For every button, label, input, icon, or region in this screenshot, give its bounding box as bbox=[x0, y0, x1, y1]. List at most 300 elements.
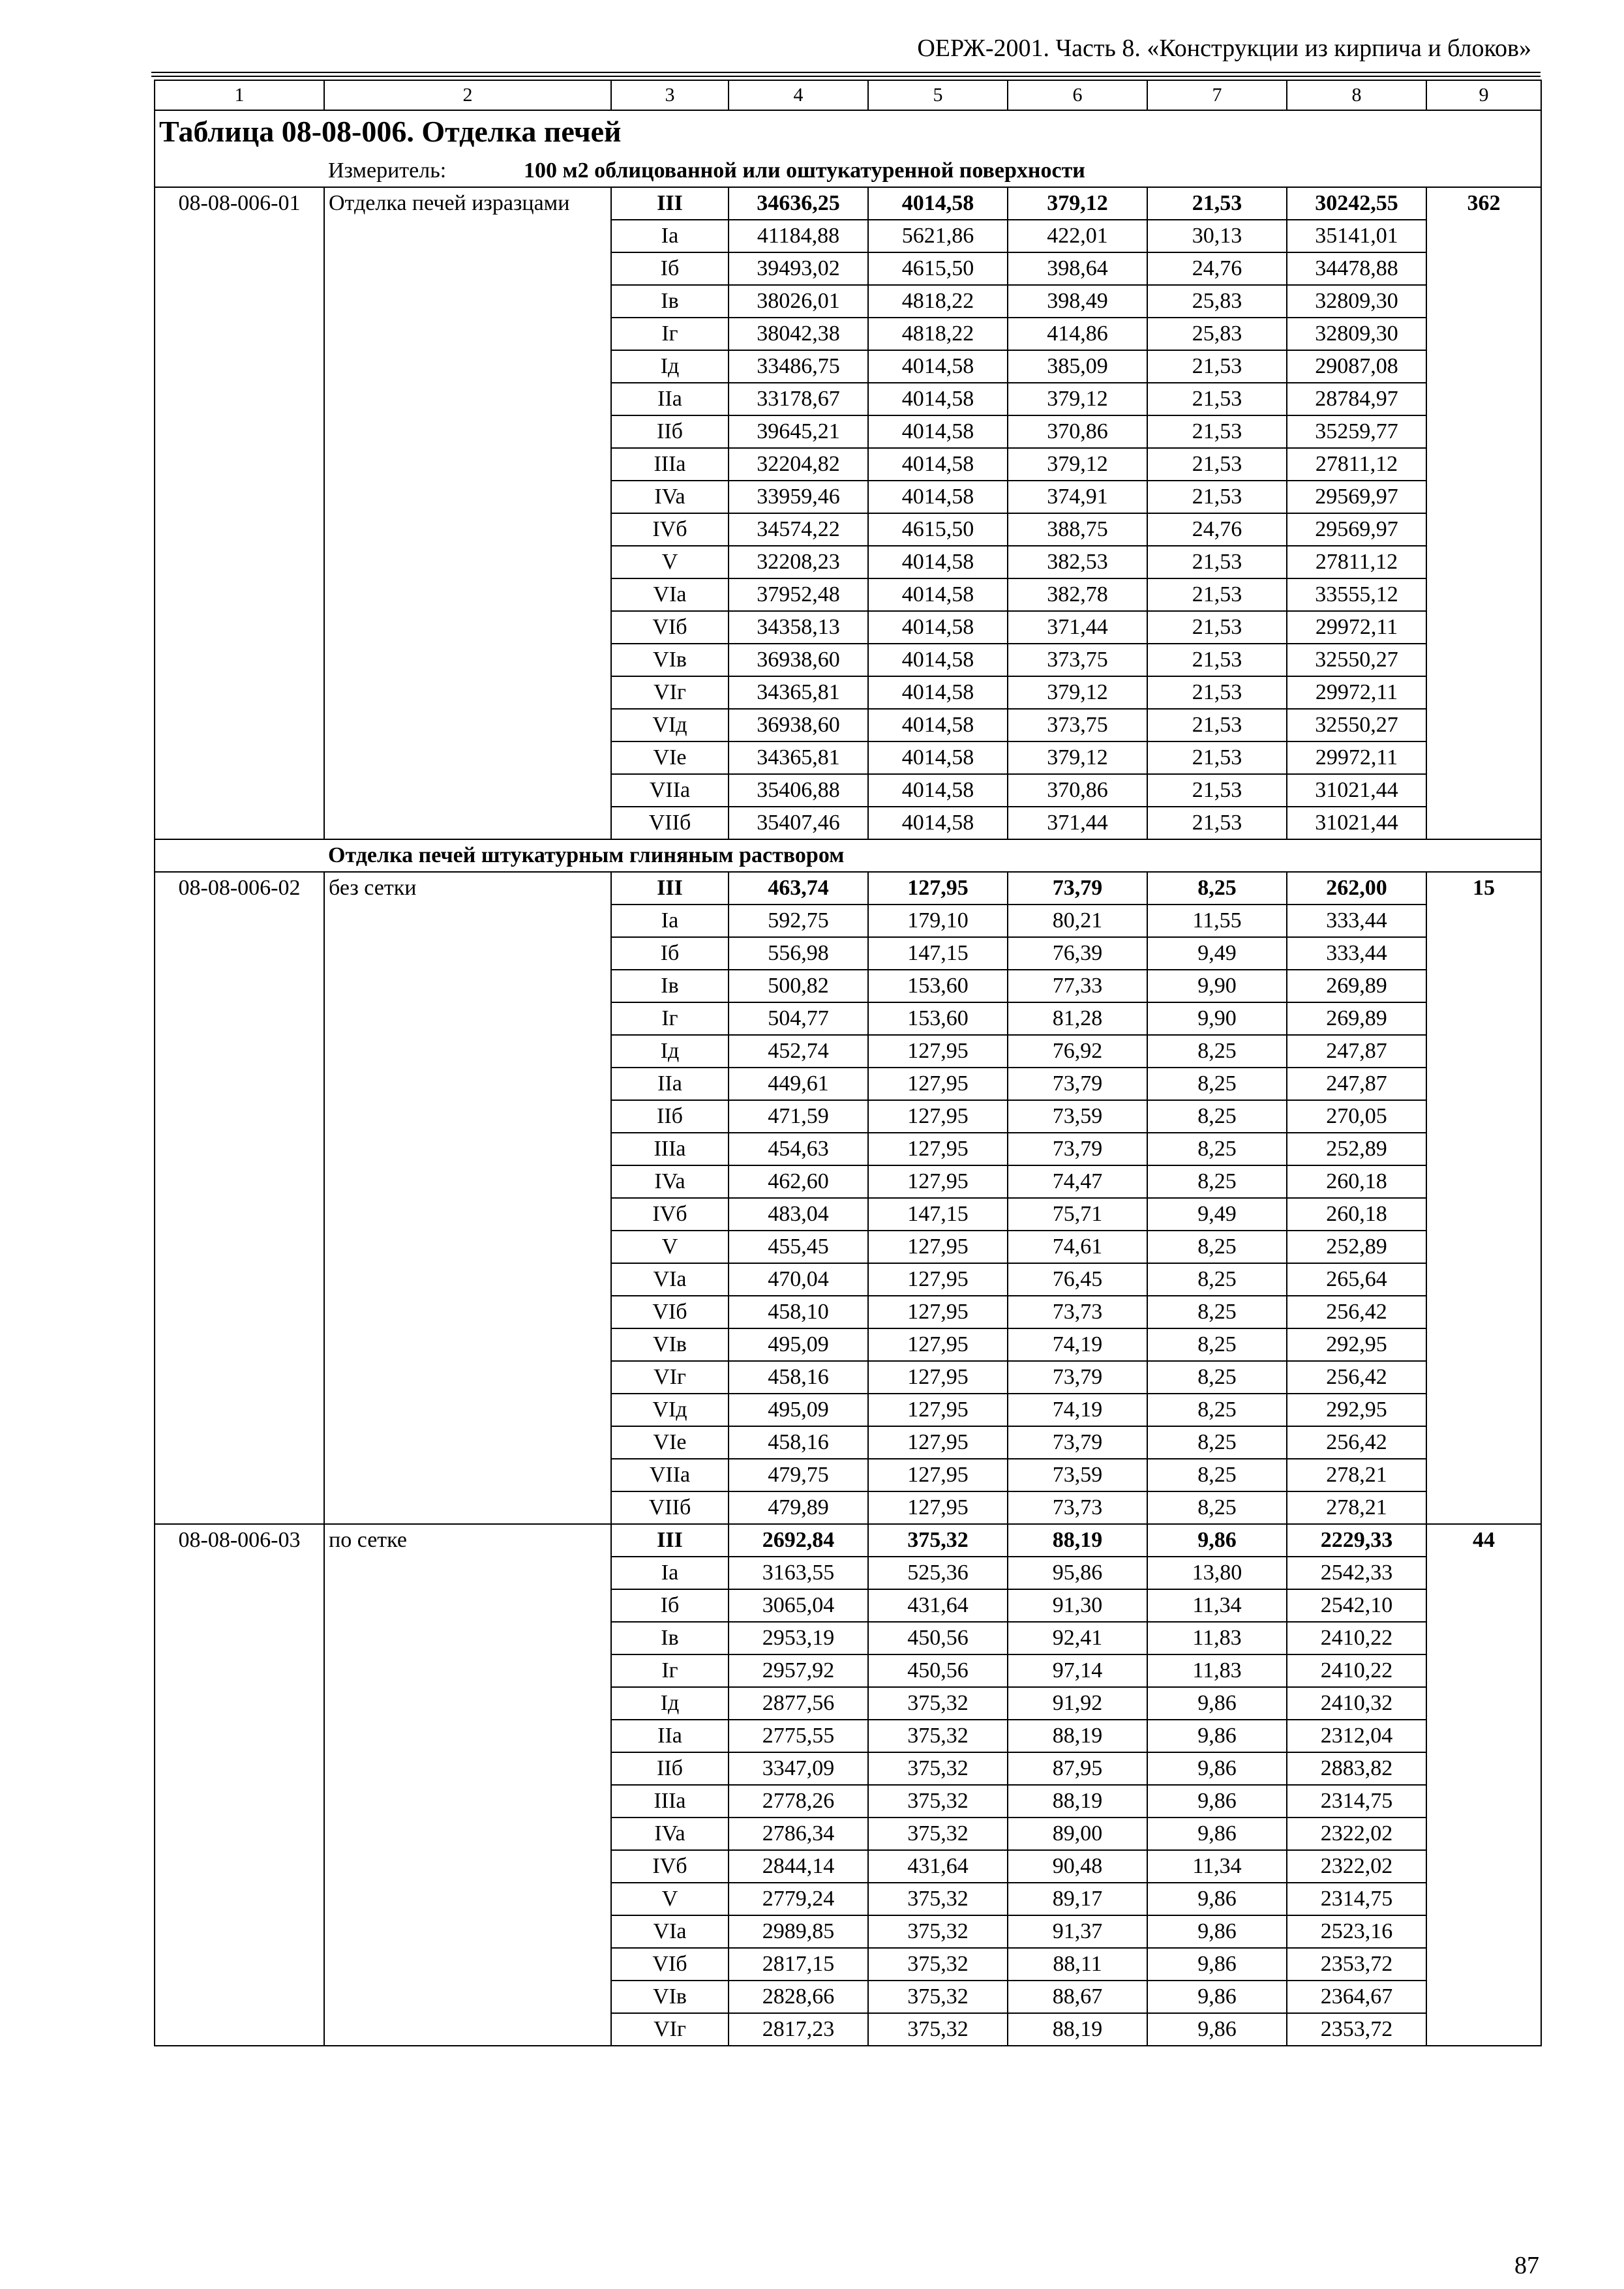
value-cell: 74,19 bbox=[1008, 1394, 1147, 1426]
value-cell: 252,89 bbox=[1287, 1133, 1426, 1165]
value-cell: 2523,16 bbox=[1287, 1915, 1426, 1948]
value-cell: 4014,58 bbox=[868, 383, 1008, 415]
value-cell: 450,56 bbox=[868, 1654, 1008, 1687]
zone-cell: Iд bbox=[611, 1035, 729, 1068]
value-cell: 373,75 bbox=[1008, 644, 1147, 676]
zone-cell: IIa bbox=[611, 383, 729, 415]
zone-cell: VIб bbox=[611, 1296, 729, 1328]
column-number: 7 bbox=[1147, 80, 1287, 110]
value-cell: 2542,33 bbox=[1287, 1557, 1426, 1589]
value-cell: 30242,55 bbox=[1287, 187, 1426, 220]
zone-cell: VIIa bbox=[611, 774, 729, 807]
value-cell: 2779,24 bbox=[729, 1883, 868, 1915]
value-cell: 80,21 bbox=[1008, 905, 1147, 937]
zone-cell: IIб bbox=[611, 415, 729, 448]
value-cell: 379,12 bbox=[1008, 187, 1147, 220]
value-cell: 127,95 bbox=[868, 872, 1008, 905]
value-cell: 24,76 bbox=[1147, 252, 1287, 285]
value-cell: 35259,77 bbox=[1287, 415, 1426, 448]
value-cell: 127,95 bbox=[868, 1296, 1008, 1328]
value-cell: 4014,58 bbox=[868, 807, 1008, 839]
value-cell: 8,25 bbox=[1147, 1231, 1287, 1263]
zone-cell: VIд bbox=[611, 1394, 729, 1426]
value-cell: 8,25 bbox=[1147, 1100, 1287, 1133]
value-cell: 9,86 bbox=[1147, 1883, 1287, 1915]
value-cell: 9,86 bbox=[1147, 1720, 1287, 1752]
value-cell: 4014,58 bbox=[868, 676, 1008, 709]
value-cell: 4615,50 bbox=[868, 252, 1008, 285]
value-cell: 379,12 bbox=[1008, 383, 1147, 415]
value-cell: 4014,58 bbox=[868, 481, 1008, 513]
value-cell: 4014,58 bbox=[868, 611, 1008, 644]
measure-row bbox=[155, 155, 1541, 187]
value-cell: 32550,27 bbox=[1287, 644, 1426, 676]
value-cell: 9,86 bbox=[1147, 1915, 1287, 1948]
value-cell: 32809,30 bbox=[1287, 318, 1426, 350]
value-cell: 88,11 bbox=[1008, 1948, 1147, 1981]
value-cell: 147,15 bbox=[868, 1198, 1008, 1231]
value-cell: 73,79 bbox=[1008, 1361, 1147, 1394]
value-cell: 269,89 bbox=[1287, 1002, 1426, 1035]
value-cell: 333,44 bbox=[1287, 905, 1426, 937]
value-cell: 27811,12 bbox=[1287, 448, 1426, 481]
value-cell: 73,73 bbox=[1008, 1491, 1147, 1524]
value-cell: 127,95 bbox=[868, 1328, 1008, 1361]
value-cell: 2410,22 bbox=[1287, 1654, 1426, 1687]
value-cell: 73,79 bbox=[1008, 1068, 1147, 1100]
value-cell: 371,44 bbox=[1008, 611, 1147, 644]
value-cell: 8,25 bbox=[1147, 1459, 1287, 1491]
value-cell: 21,53 bbox=[1147, 807, 1287, 839]
column-9-value: 15 bbox=[1426, 872, 1541, 1524]
item-name: без сетки bbox=[324, 872, 611, 1524]
zone-cell: Iг bbox=[611, 318, 729, 350]
value-cell: 88,19 bbox=[1008, 1785, 1147, 1818]
column-number: 3 bbox=[611, 80, 729, 110]
value-cell: 74,47 bbox=[1008, 1165, 1147, 1198]
value-cell: 21,53 bbox=[1147, 709, 1287, 741]
value-cell: 76,92 bbox=[1008, 1035, 1147, 1068]
value-cell: 292,95 bbox=[1287, 1394, 1426, 1426]
zone-cell: IVa bbox=[611, 481, 729, 513]
value-cell: 76,39 bbox=[1008, 937, 1147, 970]
value-cell: 21,53 bbox=[1147, 741, 1287, 774]
value-cell: 449,61 bbox=[729, 1068, 868, 1100]
value-cell: 470,04 bbox=[729, 1263, 868, 1296]
value-cell: 2364,67 bbox=[1287, 1981, 1426, 2013]
value-cell: 374,91 bbox=[1008, 481, 1147, 513]
zone-cell: IIIa bbox=[611, 448, 729, 481]
value-cell: 34574,22 bbox=[729, 513, 868, 546]
value-cell: 2314,75 bbox=[1287, 1883, 1426, 1915]
item-code: 08-08-006-02 bbox=[155, 872, 324, 1524]
value-cell: 398,64 bbox=[1008, 252, 1147, 285]
value-cell: 127,95 bbox=[868, 1068, 1008, 1100]
value-cell: 30,13 bbox=[1147, 220, 1287, 252]
header-rule-double bbox=[151, 76, 1541, 77]
running-header: ОЕРЖ-2001. Часть 8. «Конструкции из кирпича и блоков» bbox=[917, 35, 1531, 62]
value-cell: 278,21 bbox=[1287, 1491, 1426, 1524]
value-cell: 9,49 bbox=[1147, 937, 1287, 970]
zone-cell: VIг bbox=[611, 676, 729, 709]
value-cell: 35141,01 bbox=[1287, 220, 1426, 252]
value-cell: 34365,81 bbox=[729, 741, 868, 774]
value-cell: 414,86 bbox=[1008, 318, 1147, 350]
value-cell: 370,86 bbox=[1008, 774, 1147, 807]
value-cell: 9,86 bbox=[1147, 1981, 1287, 2013]
value-cell: 479,89 bbox=[729, 1491, 868, 1524]
zone-cell: VIв bbox=[611, 1981, 729, 2013]
value-cell: 2353,72 bbox=[1287, 2013, 1426, 2046]
price-table bbox=[154, 80, 1542, 2046]
value-cell: 8,25 bbox=[1147, 1165, 1287, 1198]
column-9-value: 44 bbox=[1426, 1524, 1541, 2046]
value-cell: 431,64 bbox=[868, 1589, 1008, 1622]
value-cell: 127,95 bbox=[868, 1133, 1008, 1165]
column-number: 4 bbox=[729, 80, 868, 110]
value-cell: 11,55 bbox=[1147, 905, 1287, 937]
value-cell: 11,34 bbox=[1147, 1850, 1287, 1883]
value-cell: 385,09 bbox=[1008, 350, 1147, 383]
item-code: 08-08-006-03 bbox=[155, 1524, 324, 2046]
value-cell: 21,53 bbox=[1147, 578, 1287, 611]
column-number: 2 bbox=[324, 80, 611, 110]
value-cell: 256,42 bbox=[1287, 1296, 1426, 1328]
value-cell: 375,32 bbox=[868, 2013, 1008, 2046]
zone-cell: VIб bbox=[611, 1948, 729, 1981]
table-title: Таблица 08-08-006. Отделка печей bbox=[159, 115, 622, 148]
zone-cell: IIa bbox=[611, 1068, 729, 1100]
value-cell: 3163,55 bbox=[729, 1557, 868, 1589]
value-cell: 471,59 bbox=[729, 1100, 868, 1133]
value-cell: 21,53 bbox=[1147, 350, 1287, 383]
value-cell: 34478,88 bbox=[1287, 252, 1426, 285]
value-cell: 4615,50 bbox=[868, 513, 1008, 546]
value-cell: 2828,66 bbox=[729, 1981, 868, 2013]
item-code: 08-08-006-01 bbox=[155, 187, 324, 839]
value-cell: 88,67 bbox=[1008, 1981, 1147, 2013]
value-cell: 33178,67 bbox=[729, 383, 868, 415]
value-cell: 2353,72 bbox=[1287, 1948, 1426, 1981]
value-cell: 33959,46 bbox=[729, 481, 868, 513]
value-cell: 21,53 bbox=[1147, 448, 1287, 481]
value-cell: 29972,11 bbox=[1287, 676, 1426, 709]
value-cell: 127,95 bbox=[868, 1459, 1008, 1491]
value-cell: 2957,92 bbox=[729, 1654, 868, 1687]
value-cell: 91,92 bbox=[1008, 1687, 1147, 1720]
value-cell: 8,25 bbox=[1147, 1361, 1287, 1394]
zone-cell: Iв bbox=[611, 285, 729, 318]
table-row bbox=[155, 187, 1541, 220]
value-cell: 13,80 bbox=[1147, 1557, 1287, 1589]
value-cell: 31021,44 bbox=[1287, 807, 1426, 839]
zone-cell: Iв bbox=[611, 1622, 729, 1654]
value-cell: 375,32 bbox=[868, 1883, 1008, 1915]
value-cell: 32809,30 bbox=[1287, 285, 1426, 318]
value-cell: 4818,22 bbox=[868, 318, 1008, 350]
value-cell: 556,98 bbox=[729, 937, 868, 970]
value-cell: 4014,58 bbox=[868, 741, 1008, 774]
value-cell: 21,53 bbox=[1147, 644, 1287, 676]
zone-cell: IIa bbox=[611, 1720, 729, 1752]
value-cell: 34636,25 bbox=[729, 187, 868, 220]
value-cell: 9,90 bbox=[1147, 1002, 1287, 1035]
value-cell: 31021,44 bbox=[1287, 774, 1426, 807]
zone-cell: VIб bbox=[611, 611, 729, 644]
value-cell: 88,19 bbox=[1008, 1524, 1147, 1557]
value-cell: 21,53 bbox=[1147, 415, 1287, 448]
value-cell: 89,00 bbox=[1008, 1818, 1147, 1850]
zone-cell: Iд bbox=[611, 350, 729, 383]
value-cell: 422,01 bbox=[1008, 220, 1147, 252]
value-cell: 41184,88 bbox=[729, 220, 868, 252]
value-cell: 256,42 bbox=[1287, 1361, 1426, 1394]
value-cell: 92,41 bbox=[1008, 1622, 1147, 1654]
value-cell: 388,75 bbox=[1008, 513, 1147, 546]
value-cell: 462,60 bbox=[729, 1165, 868, 1198]
value-cell: 463,74 bbox=[729, 872, 868, 905]
value-cell: 2844,14 bbox=[729, 1850, 868, 1883]
value-cell: 8,25 bbox=[1147, 1263, 1287, 1296]
value-cell: 73,59 bbox=[1008, 1100, 1147, 1133]
value-cell: 21,53 bbox=[1147, 774, 1287, 807]
zone-cell: V bbox=[611, 1883, 729, 1915]
table-row bbox=[155, 872, 1541, 905]
value-cell: 455,45 bbox=[729, 1231, 868, 1263]
zone-cell: Ia bbox=[611, 905, 729, 937]
value-cell: 398,49 bbox=[1008, 285, 1147, 318]
value-cell: 95,86 bbox=[1008, 1557, 1147, 1589]
value-cell: 500,82 bbox=[729, 970, 868, 1002]
value-cell: 9,86 bbox=[1147, 1948, 1287, 1981]
value-cell: 450,56 bbox=[868, 1622, 1008, 1654]
column-number: 9 bbox=[1426, 80, 1541, 110]
value-cell: 36938,60 bbox=[729, 709, 868, 741]
value-cell: 270,05 bbox=[1287, 1100, 1426, 1133]
value-cell: 525,36 bbox=[868, 1557, 1008, 1589]
value-cell: 34365,81 bbox=[729, 676, 868, 709]
page-number: 87 bbox=[1514, 2252, 1539, 2279]
zone-cell: VIв bbox=[611, 1328, 729, 1361]
value-cell: 260,18 bbox=[1287, 1165, 1426, 1198]
value-cell: 89,17 bbox=[1008, 1883, 1147, 1915]
value-cell: 73,59 bbox=[1008, 1459, 1147, 1491]
value-cell: 91,30 bbox=[1008, 1589, 1147, 1622]
value-cell: 479,75 bbox=[729, 1459, 868, 1491]
value-cell: 38026,01 bbox=[729, 285, 868, 318]
value-cell: 25,83 bbox=[1147, 285, 1287, 318]
value-cell: 375,32 bbox=[868, 1687, 1008, 1720]
zone-cell: VIe bbox=[611, 741, 729, 774]
value-cell: 4014,58 bbox=[868, 644, 1008, 676]
value-cell: 8,25 bbox=[1147, 1068, 1287, 1100]
value-cell: 379,12 bbox=[1008, 676, 1147, 709]
value-cell: 97,14 bbox=[1008, 1654, 1147, 1687]
value-cell: 375,32 bbox=[868, 1752, 1008, 1785]
value-cell: 370,86 bbox=[1008, 415, 1147, 448]
value-cell: 21,53 bbox=[1147, 611, 1287, 644]
measure-label: Измеритель: bbox=[328, 158, 447, 183]
value-cell: 127,95 bbox=[868, 1361, 1008, 1394]
item-name: по сетке bbox=[324, 1524, 611, 2046]
value-cell: 431,64 bbox=[868, 1850, 1008, 1883]
value-cell: 11,34 bbox=[1147, 1589, 1287, 1622]
column-number: 6 bbox=[1008, 80, 1147, 110]
value-cell: 28784,97 bbox=[1287, 383, 1426, 415]
value-cell: 265,64 bbox=[1287, 1263, 1426, 1296]
value-cell: 9,90 bbox=[1147, 970, 1287, 1002]
zone-cell: VIe bbox=[611, 1426, 729, 1459]
value-cell: 2322,02 bbox=[1287, 1850, 1426, 1883]
value-cell: 127,95 bbox=[868, 1394, 1008, 1426]
zone-cell: IIб bbox=[611, 1752, 729, 1785]
zone-cell: VIa bbox=[611, 578, 729, 611]
value-cell: 375,32 bbox=[868, 1785, 1008, 1818]
zone-cell: III bbox=[611, 187, 729, 220]
value-cell: 2953,19 bbox=[729, 1622, 868, 1654]
value-cell: 33486,75 bbox=[729, 350, 868, 383]
value-cell: 29087,08 bbox=[1287, 350, 1426, 383]
value-cell: 3065,04 bbox=[729, 1589, 868, 1622]
value-cell: 2314,75 bbox=[1287, 1785, 1426, 1818]
table-row bbox=[155, 1524, 1541, 1557]
column-number: 1 bbox=[155, 80, 324, 110]
zone-cell: IVб bbox=[611, 1850, 729, 1883]
zone-cell: VIIб bbox=[611, 1491, 729, 1524]
column-number: 8 bbox=[1287, 80, 1426, 110]
value-cell: 4014,58 bbox=[868, 578, 1008, 611]
value-cell: 382,53 bbox=[1008, 546, 1147, 578]
column-numbers-row bbox=[155, 80, 1541, 110]
column-9-value: 362 bbox=[1426, 187, 1541, 839]
value-cell: 452,74 bbox=[729, 1035, 868, 1068]
value-cell: 8,25 bbox=[1147, 1035, 1287, 1068]
value-cell: 2542,10 bbox=[1287, 1589, 1426, 1622]
value-cell: 8,25 bbox=[1147, 1426, 1287, 1459]
value-cell: 27811,12 bbox=[1287, 546, 1426, 578]
value-cell: 35407,46 bbox=[729, 807, 868, 839]
zone-cell: VIa bbox=[611, 1915, 729, 1948]
value-cell: 375,32 bbox=[868, 1818, 1008, 1850]
zone-cell: VIд bbox=[611, 709, 729, 741]
value-cell: 269,89 bbox=[1287, 970, 1426, 1002]
value-cell: 11,83 bbox=[1147, 1654, 1287, 1687]
value-cell: 458,10 bbox=[729, 1296, 868, 1328]
zone-cell: Iг bbox=[611, 1654, 729, 1687]
zone-cell: V bbox=[611, 546, 729, 578]
value-cell: 262,00 bbox=[1287, 872, 1426, 905]
value-cell: 2312,04 bbox=[1287, 1720, 1426, 1752]
zone-cell: Iд bbox=[611, 1687, 729, 1720]
value-cell: 29972,11 bbox=[1287, 741, 1426, 774]
zone-cell: VIIб bbox=[611, 807, 729, 839]
value-cell: 77,33 bbox=[1008, 970, 1147, 1002]
value-cell: 2692,84 bbox=[729, 1524, 868, 1557]
value-cell: 375,32 bbox=[868, 1524, 1008, 1557]
zone-cell: IIIa bbox=[611, 1785, 729, 1818]
value-cell: 127,95 bbox=[868, 1491, 1008, 1524]
value-cell: 3347,09 bbox=[729, 1752, 868, 1785]
value-cell: 21,53 bbox=[1147, 383, 1287, 415]
value-cell: 9,86 bbox=[1147, 2013, 1287, 2046]
value-cell: 483,04 bbox=[729, 1198, 868, 1231]
value-cell: 5621,86 bbox=[868, 220, 1008, 252]
value-cell: 504,77 bbox=[729, 1002, 868, 1035]
value-cell: 153,60 bbox=[868, 1002, 1008, 1035]
zone-cell: Iв bbox=[611, 970, 729, 1002]
value-cell: 32550,27 bbox=[1287, 709, 1426, 741]
zone-cell: Iб bbox=[611, 937, 729, 970]
value-cell: 39493,02 bbox=[729, 252, 868, 285]
zone-cell: Iг bbox=[611, 1002, 729, 1035]
value-cell: 29569,97 bbox=[1287, 513, 1426, 546]
value-cell: 371,44 bbox=[1008, 807, 1147, 839]
value-cell: 8,25 bbox=[1147, 1296, 1287, 1328]
value-cell: 21,53 bbox=[1147, 481, 1287, 513]
value-cell: 32204,82 bbox=[729, 448, 868, 481]
value-cell: 90,48 bbox=[1008, 1850, 1147, 1883]
zone-cell: IVб bbox=[611, 1198, 729, 1231]
value-cell: 153,60 bbox=[868, 970, 1008, 1002]
item-name: Отделка печей изразцами bbox=[324, 187, 611, 839]
value-cell: 375,32 bbox=[868, 1720, 1008, 1752]
value-cell: 34358,13 bbox=[729, 611, 868, 644]
value-cell: 2817,15 bbox=[729, 1948, 868, 1981]
value-cell: 495,09 bbox=[729, 1394, 868, 1426]
value-cell: 9,86 bbox=[1147, 1785, 1287, 1818]
value-cell: 2775,55 bbox=[729, 1720, 868, 1752]
value-cell: 8,25 bbox=[1147, 1328, 1287, 1361]
value-cell: 87,95 bbox=[1008, 1752, 1147, 1785]
value-cell: 8,25 bbox=[1147, 872, 1287, 905]
value-cell: 75,71 bbox=[1008, 1198, 1147, 1231]
value-cell: 2877,56 bbox=[729, 1687, 868, 1720]
zone-cell: III bbox=[611, 1524, 729, 1557]
value-cell: 2410,22 bbox=[1287, 1622, 1426, 1654]
zone-cell: Iб bbox=[611, 252, 729, 285]
zone-cell: Ia bbox=[611, 1557, 729, 1589]
value-cell: 8,25 bbox=[1147, 1133, 1287, 1165]
value-cell: 9,86 bbox=[1147, 1818, 1287, 1850]
value-cell: 9,49 bbox=[1147, 1198, 1287, 1231]
value-cell: 2817,23 bbox=[729, 2013, 868, 2046]
zone-cell: VIг bbox=[611, 1361, 729, 1394]
value-cell: 35406,88 bbox=[729, 774, 868, 807]
value-cell: 11,83 bbox=[1147, 1622, 1287, 1654]
value-cell: 8,25 bbox=[1147, 1491, 1287, 1524]
value-cell: 21,53 bbox=[1147, 187, 1287, 220]
value-cell: 147,15 bbox=[868, 937, 1008, 970]
value-cell: 127,95 bbox=[868, 1231, 1008, 1263]
value-cell: 4014,58 bbox=[868, 709, 1008, 741]
value-cell: 247,87 bbox=[1287, 1035, 1426, 1068]
zone-cell: VIa bbox=[611, 1263, 729, 1296]
zone-cell: IIIa bbox=[611, 1133, 729, 1165]
value-cell: 37952,48 bbox=[729, 578, 868, 611]
value-cell: 4014,58 bbox=[868, 187, 1008, 220]
value-cell: 4818,22 bbox=[868, 285, 1008, 318]
value-cell: 2989,85 bbox=[729, 1915, 868, 1948]
value-cell: 458,16 bbox=[729, 1361, 868, 1394]
value-cell: 247,87 bbox=[1287, 1068, 1426, 1100]
value-cell: 127,95 bbox=[868, 1165, 1008, 1198]
value-cell: 4014,58 bbox=[868, 415, 1008, 448]
value-cell: 88,19 bbox=[1008, 2013, 1147, 2046]
value-cell: 278,21 bbox=[1287, 1459, 1426, 1491]
value-cell: 495,09 bbox=[729, 1328, 868, 1361]
value-cell: 73,79 bbox=[1008, 1426, 1147, 1459]
value-cell: 127,95 bbox=[868, 1263, 1008, 1296]
